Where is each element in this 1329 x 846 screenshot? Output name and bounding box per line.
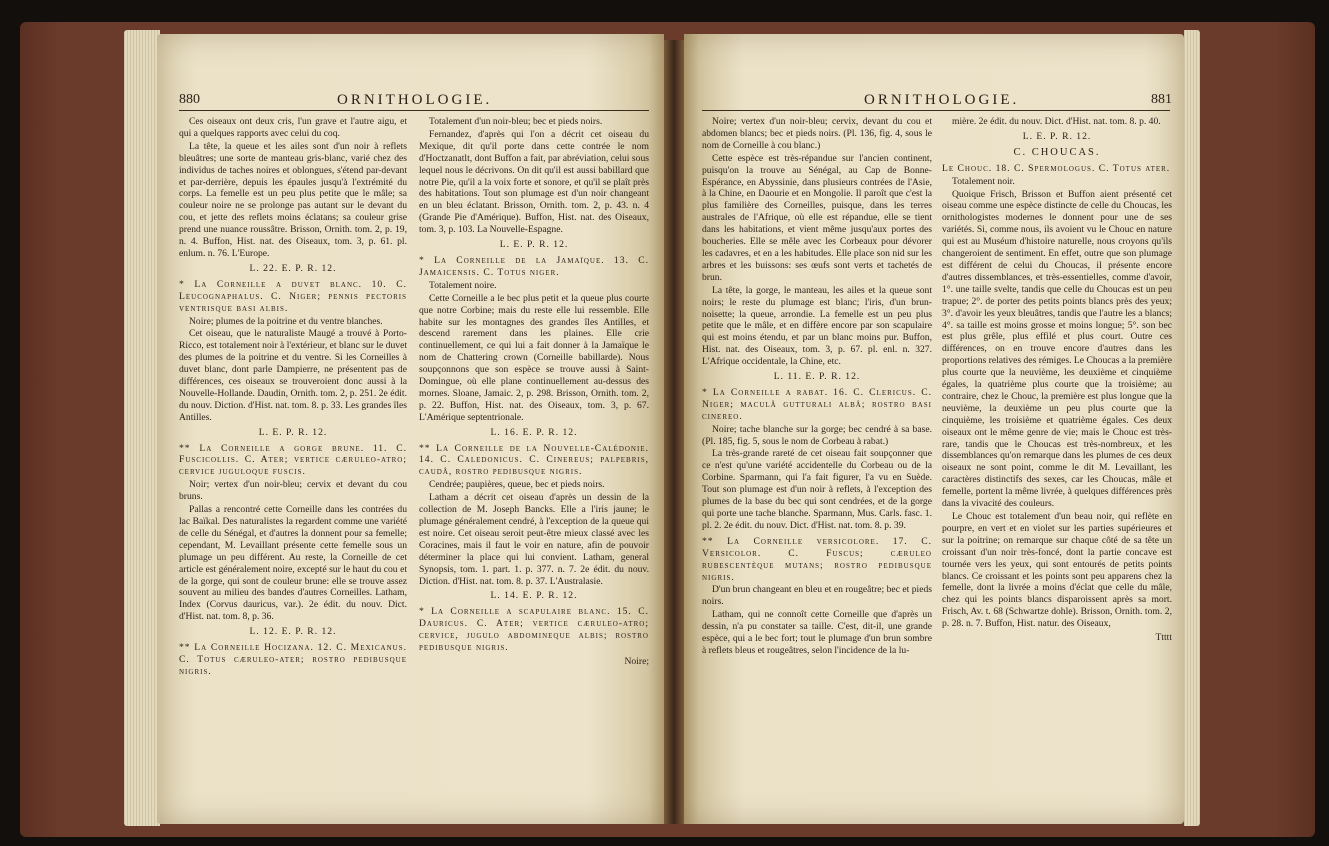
reference-line: L. 16. E. P. R. 12. bbox=[490, 426, 578, 438]
book-gutter bbox=[664, 40, 684, 824]
paragraph: Noire; plumes de la poitrine et du ventre blanches. bbox=[189, 315, 383, 327]
paragraph: Totalement noir. bbox=[952, 175, 1015, 187]
left-column-1 bbox=[179, 116, 407, 679]
paragraph: Cet oiseau, que le naturaliste Maugé a trouvé à Porto-Ricco, est totalement noir à l'extérieur, et blanc sur le duvet des plumes de la poitrine et du ventre. Si les Corneilles à duvet blanc, dont parle Dampierre, ne présentent pas de différences, ces oiseaux se trouveroient donc aussi à la Nouvelle-Hollande. Daudin, Ornith. tom. 2, p. 251. 2e édit. du nouv. Diction. d'Hist. nat. tom. 8. p. 33. Les grandes îles Antilles. bbox=[179, 328, 407, 423]
section-heading: C. CHOUCAS. bbox=[1013, 146, 1101, 158]
running-head: ORNITHOLOGIE. bbox=[864, 92, 1020, 108]
species-entry: ** La Corneille de la Nouvelle-Calédonie. 14. C. Caledonicus. C. Cinereus; palpebris, caudâ, rostro pedibusque nigris. bbox=[419, 442, 649, 478]
page-number: 880 bbox=[179, 92, 200, 107]
paragraph: Noir; vertex d'un noir-bleu; cervix et devant du cou bruns. bbox=[179, 479, 407, 503]
paragraph: La tête, la gorge, le manteau, les ailes et la queue sont noirs; le reste du plumage est blanc; l'iris, d'un brun-noisette; la queue, arrondie. La femelle est un peu plus petite que le mâle, et en diffère encore par son scapulaire qui est moins étendu, et par un blanc moins pur. Buffon, Hist. nat. des Oiseaux, tom. 3, p. 67. pl. enl. n. 327. L'Afrique occidentale, la Chine, etc. bbox=[702, 284, 932, 368]
species-entry: * La Corneille a rabat. 16. C. Clericus. C. Niger; maculâ gutturali albâ; rostro basi cinereo. bbox=[702, 386, 932, 422]
paragraph: Pallas a rencontré cette Corneille dans les contrées du lac Baïkal. Des naturalistes la regardent comme une variété de celle du Sénégal, et d'autres la donnent pour sa femelle; cependant, M. Levaillant présente cette femelle sous un plumage un peu différent. Au reste, la Corneille de cet article est généralement noire, excepté sur le haut du cou et de la gorge, qui sont de couleur brune: elle se trouve assez souvent au milieu des bandes d'autres Corneilles. Latham, Index (Corvus dauricus, var.). 2e édit. du nouv. Dict. d'Hist. nat. tom. 8, p. 36. bbox=[179, 504, 407, 623]
catchword: Ttttt bbox=[1155, 632, 1172, 644]
header-rule bbox=[702, 110, 1170, 111]
page-number: 881 bbox=[1151, 92, 1172, 107]
species-entry: ** La Corneille Hocizana. 12. C. Mexicanus. C. Totus cæruleo-ater; rostro pedibusque nigris. bbox=[179, 642, 407, 677]
paragraph: Noire; vertex d'un noir-bleu; cervix, devant du cou et abdomen blancs; bec et pieds noirs. (Pl. 136, fig. 4, sous le nom de Corneille à cou blanc.) bbox=[702, 116, 932, 151]
page-edges-right bbox=[1184, 30, 1200, 826]
paragraph: Le Chouc est totalement d'un beau noir, qui reflète en pourpre, en vert et en violet sur les parties supérieures et sur la poitrine; on remarque sur chaque côté de sa tête un croissant d'un noir très-foncé, dont la partie concave est tournée vers les yeux, qui sont entourés de petits points blancs. Ce croissant et les points sont peu apparens chez la femelle, dont la livrée a moins d'éclat que celle du mâle, chez qui les points blancs disparoissent après sa mort. Frisch, Av. t. 68 (Schwartze dohle). Brisson, Ornith. tom. 2, p. 28. n. 7. Buffon, Hist. natur. des Oiseaux, bbox=[942, 511, 1172, 630]
species-entry: * La Corneille a scapulaire blanc. 15. C. Dauricus. C. Ater; vertice cæruleo-atro; cervice, jugulo abdomineque albis; rostro pedibusque nigris. bbox=[419, 606, 649, 654]
paragraph: Cendrée; paupières, queue, bec et pieds noirs. bbox=[429, 479, 605, 491]
page-edges-left bbox=[124, 30, 160, 826]
right-page bbox=[684, 34, 1184, 824]
reference-line: L. 11. E. P. R. 12. bbox=[773, 371, 861, 383]
right-column-2 bbox=[942, 116, 1172, 645]
paragraph: Cette Corneille a le bec plus petit et la queue plus courte que notre Corbine; mais du reste elle lui ressemble. Elle habite sur les montagnes des grandes îles Antilles, et descend rarement dans les plaines. Elle crie continuellement, ce qui lui a fait donner à la Jamaïque le nom de Chattering crown (Corneille babillarde). Nous soupçonnons que son espèce se trouve aussi à Saint-Domingue, où elle plane continuellement au-dessus des mornes. Sloane, Jamaic. 2, p. 298. Brisson, Ornith. tom. 2, p. 22. Buffon, Hist. nat. des Oiseaux, tom. 3, p. 67. L'Amérique septentrionale. bbox=[419, 292, 649, 423]
paragraph: Totalement noire. bbox=[429, 279, 497, 291]
paragraph: Noire; tache blanche sur la gorge; bec cendré à sa base. (Pl. 185, fig. 5, sous le nom de Corbeau à rabat.) bbox=[702, 423, 932, 447]
paragraph: mière. 2e édit. du nouv. Dict. d'Hist. nat. tom. 8. p. 40. bbox=[952, 116, 1161, 127]
species-entry: ** La Corneille a gorge brune. 11. C. Fuscicollis. C. Ater; vertice cæruleo-atro; cervice juguloque fuscis. bbox=[179, 442, 407, 478]
paragraph: Quoique Frisch, Brisson et Buffon aient présenté cet oiseau comme une espèce distincte de celle du Choucas, les ornithologistes modernes le donnent pour une de ses variétés. Si, comme nous, ils avoient vu le Chouc en nature qui est au Muséum d'histoire naturelle, nous croyons qu'ils changeroient de sentiment. En effet, outre que son plumage est différent de celui du Choucas, il présente encore d'autres dissemblances, et très-essentielles, comme d'avoir, 1°. une taille svelte, tandis que celle du Choucas est un peu trapue; 2°. de porter des petits points blancs près des yeux; 3°. d'avoir les yeux bleuâtres, tandis que l'autre les a blancs; 4°. sa taille est moins grosse et moins longue; 5°. son bec est plus grêle, plus effilé et plus court. Outre ces différences, on en trouve encore d'autres dans les proportions relatives des rémiges. Le Choucas a la première plus courte que la neuvième, les deuxième et cinquième égales, la quatrième plus courte que la troisième; au contraire, chez le Chouc, la première est plus longue que la neuvième, la deuxième un peu plus courte que la cinquième, les troisième et quatrième égales. Ces deux oiseaux ont le même genre de vie; mais le Chouc est très-rare, tandis que le Choucas est très-nombreux, et les dissemblances qu'on remarque dans les plumes de ces deux oiseaux ne sont point, comme le dit M. Levaillant, les caractères distinctifs des sexes, car les Choucas, mâle et femelle, portent la même livrée, à quelques différences près dans la vivacité des couleurs. bbox=[942, 188, 1173, 510]
paragraph: La tête, la queue et les ailes sont d'un noir à reflets bleuâtres; une sorte de manteau gris-blanc, varié chez des individus de taches noires et oblongues, s'étend par-devant et par-derrière, depuis les épaules jusqu'à l'extrémité du corps. La femelle est un peu plus petite que le mâle; sa couleur noire ne se prolonge pas autant sur le devant du cou, et jette des reflets moins éclatans; sa couleur grise prend une nuance roussâtre. Brisson, Ornith. tom. 2, p. 19, n. 4. Buffon, Hist. nat. des Oiseaux, tom. 3, p. 61. pl. enlum. n. 76. L'Europe. bbox=[179, 140, 407, 259]
species-entry: * La Corneille de la Jamaïque. 13. C. Jamaicensis. C. Totus niger. bbox=[419, 254, 649, 278]
species-entry: ** La Corneille versicolore. 17. C. Versicolor. C. Fuscus; cæruleo rubescentèque mutans; rostro pedibusque nigris. bbox=[702, 535, 932, 583]
reference-line: L. 12. E. P. R. 12. bbox=[249, 626, 337, 638]
paragraph: Ces oiseaux ont deux cris, l'un grave et l'autre aigu, et qui a quelques rapports avec celui du coq. bbox=[179, 116, 407, 139]
paragraph: La très-grande rareté de cet oiseau fait soupçonner que ce n'est qu'une variété accidentelle du Corbeau ou de la Corbine. Sparmann, qui l'a fait figurer, l'a vu en Suède. Tout son plumage est d'un noir à reflets, à l'exception des plumes de la base du bec qui sont cendrées, et de la gorge qui porte une tache blanche. Sparmann, Mus. Carls. fasc. 1. pl. 2. 2e édit. du nouv. Dict. d'Hist. nat. tom. 8. p. 39. bbox=[702, 448, 932, 531]
paragraph: D'un brun changeant en bleu et en rougeâtre; bec et pieds noirs. bbox=[702, 584, 932, 608]
reference-line: L. 22. E. P. R. 12. bbox=[249, 262, 337, 274]
species-entry: * La Corneille a duvet blanc. 10. C. Leucognaphalus. C. Niger; pennis pectoris ventrisque basi albis. bbox=[179, 278, 407, 314]
left-page bbox=[157, 34, 664, 824]
reference-line: L. E. P. R. 12. bbox=[258, 426, 328, 438]
header-rule bbox=[179, 110, 649, 111]
paragraph: Latham a décrit cet oiseau d'après un dessin de la collection de M. Joseph Bancks. Elle a l'iris jaune; le plumage généralement cendré, à l'exception de la queue qui est noire. Cet oiseau seroit peut-être mieux classé avec les Coracines, mais il faut le voir en nature, afin de pouvoir déterminer la place qui lui convient. Latham, general Synopsis, tom. 1. part. 1. p. 377. n. 7. 2e édit. du nouv. Diction. d'Hist. nat. tom. 8. p. 37. L'Australasie. bbox=[419, 492, 649, 587]
left-column-2 bbox=[419, 116, 649, 669]
paragraph: Fernandez, d'après qui l'on a décrit cet oiseau du Mexique, dit qu'il porte dans cette contrée le nom d'Hoctzanatlt, dont Buffon a fait, par abréviation, celui sous lequel nous le décrivons. On dit qu'il est aussi babillard que notre Pie, qu'il a la voix forte et sonore, et qu'il se plaît près des habitations. Tout son plumage est d'un noir changeant en un bleu éclatant. Brisson, Ornith. tom. 2, p. 43. n. 4 (Grande Pie d'Amérique). Buffon, Hist. nat. des Oiseaux, tom. 3, p. 103. La Nouvelle-Espagne. bbox=[419, 128, 649, 236]
catchword: Noire; bbox=[624, 655, 649, 667]
paragraph: Latham, qui ne connoît cette Corneille que d'après un dessin, n'a pu constater sa taille. C'est, dit-il, une grande espèce, qui a le bec fort; tout le plumage d'un brun sombre à reflets bleus et rougeâtres, selon l'incidence de la lu- bbox=[702, 609, 932, 656]
species-entry: Le Chouc. 18. C. Spermologus. C. Totus ater. bbox=[942, 162, 1171, 174]
reference-line: L. E. P. R. 12. bbox=[499, 239, 569, 251]
paragraph: Totalement d'un noir-bleu; bec et pieds noirs. bbox=[429, 116, 603, 127]
running-head: ORNITHOLOGIE. bbox=[337, 92, 493, 108]
right-column-1 bbox=[702, 116, 932, 658]
reference-line: L. E. P. R. 12. bbox=[1022, 130, 1092, 142]
reference-line: L. 14. E. P. R. 12. bbox=[490, 590, 578, 602]
paragraph: Cette espèce est très-répandue sur l'ancien continent, puisqu'on la trouve au Sénégal, au Cap de Bonne-Espérance, en Abyssinie, dans plusieurs contrées de l'Asie, à la Chine, en Daourie et en Mongolie. Il paroît que c'est la plus familière des Corneilles, puisque, dans les terres australes de l'Afrique, où elle est répandue, elle se tient dans les habitations, et vient même jusqu'aux portes des boucheries. Elle se mêle avec les Corbeaux pour dévorer les cadavres, et en a les habitudes. Elle place son nid sur les arbres et les buissons: ses œufs sont verts et tachetés de brun. bbox=[702, 152, 932, 283]
